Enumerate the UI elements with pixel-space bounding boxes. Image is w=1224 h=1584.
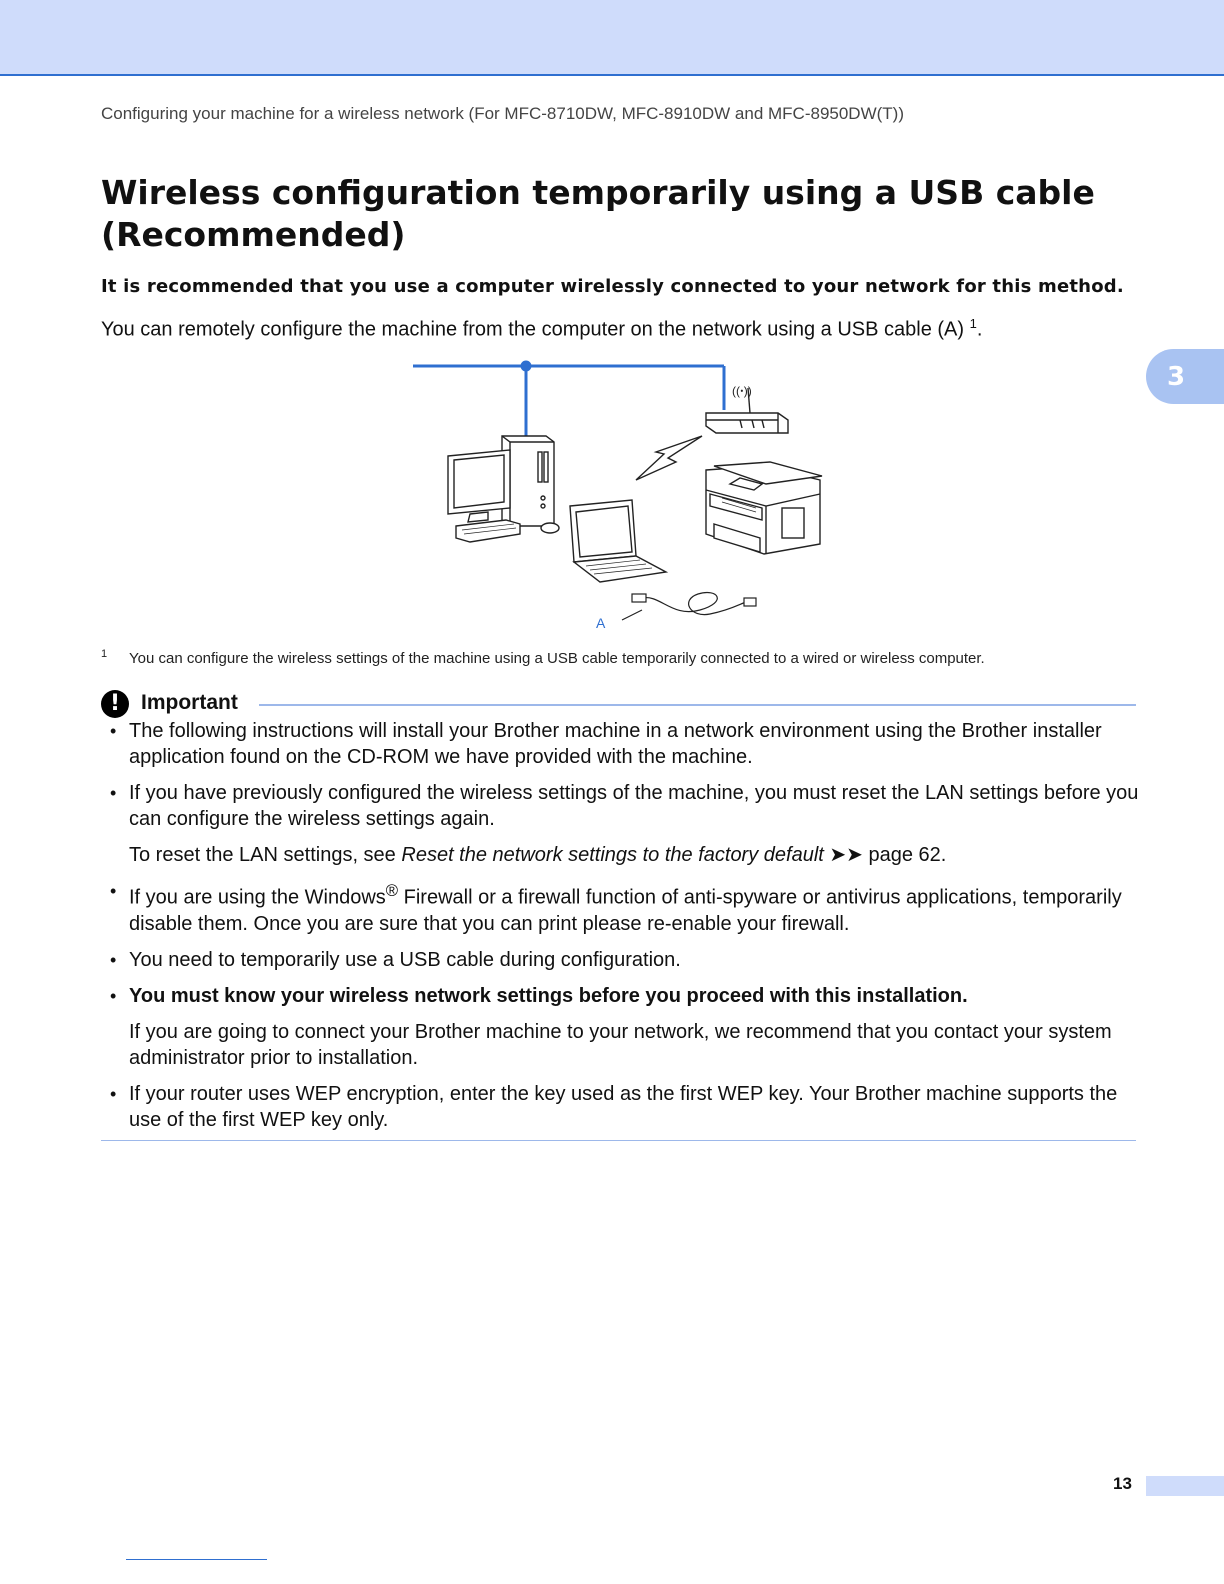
reset-prefix: To reset the LAN settings, see xyxy=(129,844,402,866)
list-item xyxy=(101,1081,1141,1133)
registered-mark: ® xyxy=(385,881,399,900)
footnote-text: You can configure the wireless settings of the machine using a USB cable temporarily connected to a wired or wireless computer. xyxy=(129,650,985,667)
printer-icon xyxy=(706,462,822,554)
reset-suffix: page 62. xyxy=(862,844,947,866)
list-item xyxy=(101,780,1141,868)
top-header-band xyxy=(0,0,1224,76)
list-item xyxy=(101,983,1141,1071)
usb-cable-icon xyxy=(622,593,756,620)
page-title: Wireless configuration temporarily using a USB cable (Recommended) xyxy=(101,173,1095,254)
wireless-signal-icon xyxy=(636,436,702,480)
important-bottom-divider xyxy=(101,1140,1136,1141)
page-number-bar xyxy=(1146,1476,1224,1496)
lead-paragraph xyxy=(101,276,1124,297)
wifi-symbol: ((ꞏ)) xyxy=(732,384,752,398)
network-cable-lines xyxy=(413,362,724,436)
intro-text: You can remotely configure the machine from the computer on the network using a USB cable (A) xyxy=(101,318,965,341)
network-diagram xyxy=(410,358,830,633)
laptop-icon xyxy=(570,500,666,582)
cable-label-a: A xyxy=(596,615,606,631)
list-item-text: The following instructions will install your Brother machine in a network environment using the Brother installer application found on the CD-ROM we have provided with the machine. xyxy=(129,720,1102,768)
chapter-tab[interactable]: 3 xyxy=(1146,349,1224,404)
list-item-text: You need to temporarily use a USB cable during configuration. xyxy=(129,948,681,971)
desktop-computer-icon xyxy=(448,436,559,542)
arrows-icon: ➤➤ xyxy=(829,844,863,866)
important-list xyxy=(101,718,1141,1143)
list-item xyxy=(101,947,1141,973)
list-item-subtext: If you are going to connect your Brother machine to your network, we recommend that you contact your system administrator prior to installation. xyxy=(129,1020,1112,1069)
footer-divider xyxy=(126,1559,267,1560)
reset-link[interactable]: Reset the network settings to the factory default xyxy=(401,844,824,866)
important-divider xyxy=(259,704,1136,706)
intro-paragraph xyxy=(101,316,982,342)
lead-text: It is recommended that you use a computer wirelessly connected to your network for this method. xyxy=(101,276,1124,297)
important-label: Important xyxy=(141,691,238,714)
page-number: 13 xyxy=(1113,1474,1132,1493)
list-item-text-bold: You must know your wireless network settings before you proceed with this installation. xyxy=(129,984,968,1007)
footnote-reference[interactable]: 1 xyxy=(969,316,977,331)
list-item-text-b: Firewall or a firewall function of anti-spyware or antivirus applications, temporarily disable them. Once you are sure that you can print please re-enable your firewall. xyxy=(129,886,1122,935)
list-item xyxy=(101,878,1141,937)
list-item-text: If you have previously configured the wireless settings of the machine, you must reset the LAN settings before you can configure the wireless settings again. xyxy=(129,782,1139,830)
list-item-text-a: If you are using the Windows xyxy=(129,886,386,909)
list-item xyxy=(101,718,1141,770)
running-header: Configuring your machine for a wireless network (For MFC-8710DW, MFC-8910DW and MFC-8950DW(T)) xyxy=(101,104,904,123)
important-heading xyxy=(101,689,1136,719)
intro-end: . xyxy=(976,318,983,341)
list-item-subtext xyxy=(129,842,1141,868)
important-icon: ! xyxy=(101,690,129,718)
list-item-text: If your router uses WEP encryption, enter the key used as the first WEP key. Your Brother machine supports the use of the first WEP key only. xyxy=(129,1082,1118,1131)
footnote-number: 1 xyxy=(101,648,108,660)
